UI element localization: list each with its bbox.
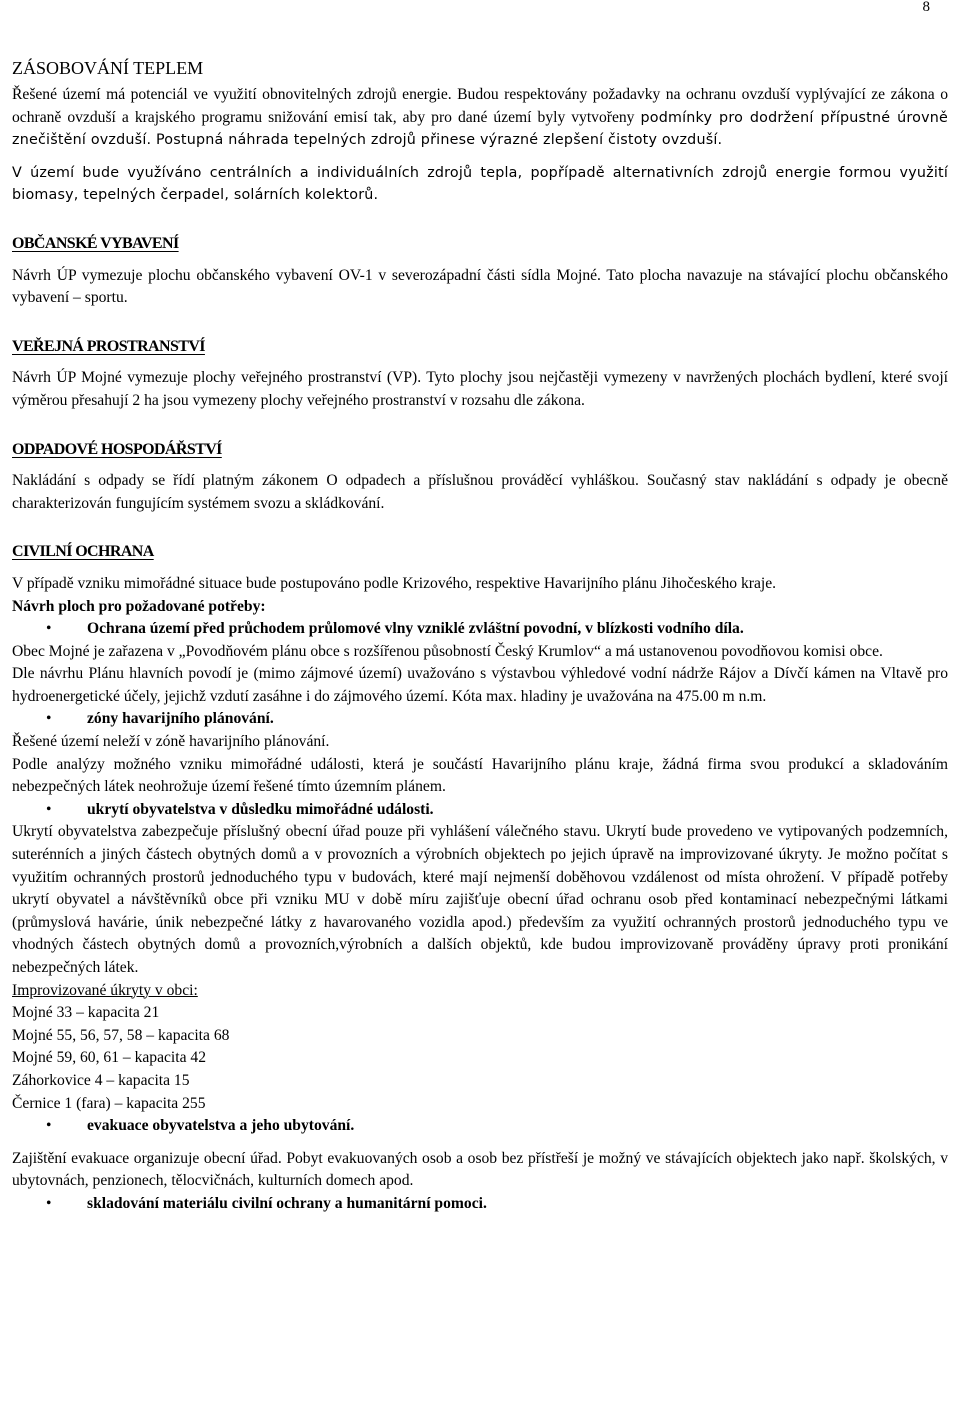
civic-paragraph: Návrh ÚP vymezuje plochu občanského vybavení OV-1 v severozápadní části sídla Mojné. Tato plocha navazuje na stávající plochu občanského vybavení – sportu. bbox=[12, 266, 948, 307]
zones-paragraph: Řešené území neleží v zóně havarijního plánování. bbox=[12, 733, 330, 751]
bullet-emergency-zones bbox=[12, 708, 948, 731]
bullet-sheltering bbox=[12, 799, 948, 822]
sheltering-paragraph: Ukrytí obyvatelstva zabezpečuje příslušný obecní úřad pouze při vyhlášení válečného stavu. Ukrytí bude provedeno ve vytipovaných podzemních, suterénních a jiných částech obytných domů a v provozních a výrobních objektech po jejich úpravě na improvizované úkryty. Je možno počítat s využitím ochranných prostorů jednoduchého typu v budovách, které mají nejmenší doběhovou vzdálenost od místa ohrožení. V případě potřeby ukrytí obyvatel a návštěvníků obce při vzniku MU v době míru zajišťuje obecní úřad ochranu osob před kontaminací nebezpečnými látkami (průmyslová havárie, únik nebezpečné látky z havarovaného vozidla apod.) především za využití ochranných prostorů jednoduchého typu ve vhodných částech obytných domů a provozních,výrobních a dalších objektů, kde budou improvizovaně prováděny úpravy proti pronikání nebezpečných látek. bbox=[12, 823, 948, 976]
section-heating bbox=[12, 56, 948, 207]
bullet-dot-icon: • bbox=[46, 710, 52, 728]
civil-protection-intro: V případě vzniku mimořádné situace bude postupováno podle Krizového, respektive Havarijního plánu Jihočeského kraje. bbox=[12, 574, 777, 592]
section-public-space bbox=[12, 336, 948, 413]
heating-paragraph-1 bbox=[12, 84, 948, 152]
section-civil-protection bbox=[12, 541, 948, 1215]
shelters-heading: Improvizované úkryty v obci: bbox=[12, 981, 198, 999]
bullet-storage-text: skladování materiálu civilní ochrany a humanitární pomoci. bbox=[87, 1194, 487, 1212]
shelter-item: Záhorkovice 4 – kapacita 15 bbox=[12, 1071, 190, 1089]
heating-paragraph-1-part-a: Řešené území má potenciál ve využití obnovitelných zdrojů energie. Budou respektovány požadavky na ochranu ovzduší vyplývající ze zákona o ochraně ovzduší a krajského programu snižování emisí tak, aby pro dané území byly vytvořeny bbox=[12, 86, 948, 126]
bullet-dot-icon: • bbox=[46, 620, 52, 638]
section-civic bbox=[12, 233, 948, 310]
bullet-dot-icon: • bbox=[46, 800, 52, 818]
bullet-dot-icon: • bbox=[46, 1194, 52, 1212]
document-body bbox=[12, 56, 948, 1216]
heading-heating: ZÁSOBOVÁNÍ TEPLEM bbox=[12, 58, 204, 78]
evacuation-paragraph: Zajištění evakuace organizuje obecní úřad. Pobyt evakuovaných osob a osob bez přístřeší je možný ve stávajících objektech jako např. školských, v ubytovnách, penzionech, tělocvičnách, kulturních domech apod. bbox=[12, 1149, 948, 1190]
bullet-emergency-zones-text: zóny havarijního plánování. bbox=[87, 710, 274, 728]
bullet-sheltering-text: ukrytí obyvatelstva v důsledku mimořádné události. bbox=[87, 800, 434, 818]
bullet-dot-icon: • bbox=[46, 1117, 52, 1135]
waste-paragraph: Nakládání s odpady se řídí platným zákonem O odpadech a příslušnou prováděcí vyhláškou. Současný stav nakládání s odpady je obecně charakterizován fungujícím systémem svozu a skládkování. bbox=[12, 472, 948, 512]
shelter-item: Mojné 33 – kapacita 21 bbox=[12, 1004, 160, 1022]
bullet-storage bbox=[12, 1193, 948, 1216]
shelter-item: Mojné 55, 56, 57, 58 – kapacita 68 bbox=[12, 1026, 230, 1044]
bullet-evacuation-text: evakuace obyvatelstva a jeho ubytování. bbox=[87, 1117, 355, 1135]
bullet-flood-protection bbox=[12, 618, 948, 641]
section-waste bbox=[12, 439, 948, 516]
requirements-heading: Návrh ploch pro požadované potřeby: bbox=[12, 597, 266, 615]
bullet-flood-protection-text: Ochrana území před průchodem průlomové vlny vzniklé zvláštní povodní, v blízkosti vodního díla. bbox=[87, 620, 744, 638]
page-number: 8 bbox=[922, 0, 930, 15]
heading-public-space: VEŘEJNÁ PROSTRANSTVÍ bbox=[12, 337, 205, 355]
heading-civil-protection: CIVILNÍ OCHRANA bbox=[12, 543, 154, 561]
heating-paragraph-2: V území bude využíváno centrálních a individuálních zdrojů tepla, popřípadě alternativních zdrojů energie formou využití biomasy, tepelných čerpadel, solárních kolektorů. bbox=[12, 164, 948, 204]
reservoir-paragraph: Dle návrhu Plánu hlavních povodí je (mimo zájmové území) uvažováno s výstavbou výhledové vodní nádrže Rájov a Dívčí kámen na Vltavě pro hydroenergetické účely, jejichž vzdutí zasáhne i do zájmového území. Kóta max. hladiny je uvažována na 475.00 m n.m. bbox=[12, 665, 948, 705]
bullet-evacuation bbox=[12, 1115, 948, 1138]
analysis-paragraph: Podle analýzy možného vzniku mimořádné události, která je součástí Havarijního plánu kraje, žádná firma svou produkcí a skladováním nebezpečných látek neohrožuje území řešené tímto územním plánem. bbox=[12, 755, 948, 796]
public-space-paragraph: Návrh ÚP Mojné vymezuje plochy veřejného prostranství (VP). Tyto plochy jsou nejčastěji vymezeny v navržených plochách bydlení, které svojí výměrou přesahují 2 ha jsou vymezeny plochy veřejného prostranství v rozsahu dle zákona. bbox=[12, 369, 948, 409]
shelter-item: Černice 1 (fara) – kapacita 255 bbox=[12, 1094, 206, 1112]
flood-plan-paragraph: Obec Mojné je zařazena v „Povodňovém plánu obce s rozšířenou působností Český Krumlov“ a má ustanovenou povodňovou komisi obce. bbox=[12, 642, 883, 660]
heading-waste: ODPADOVÉ HOSPODÁŘSTVÍ bbox=[12, 440, 222, 458]
heating-paragraph-1-part-b: podmínky pro dodržení přípustné úrovně znečištění ovzduší. Postupná náhrada tepelných zdrojů přinese výrazné zlepšení čistoty ovzduší. bbox=[12, 109, 948, 149]
heading-civic: OBČANSKÉ VYBAVENÍ bbox=[12, 234, 179, 252]
shelter-item: Mojné 59, 60, 61 – kapacita 42 bbox=[12, 1049, 207, 1067]
